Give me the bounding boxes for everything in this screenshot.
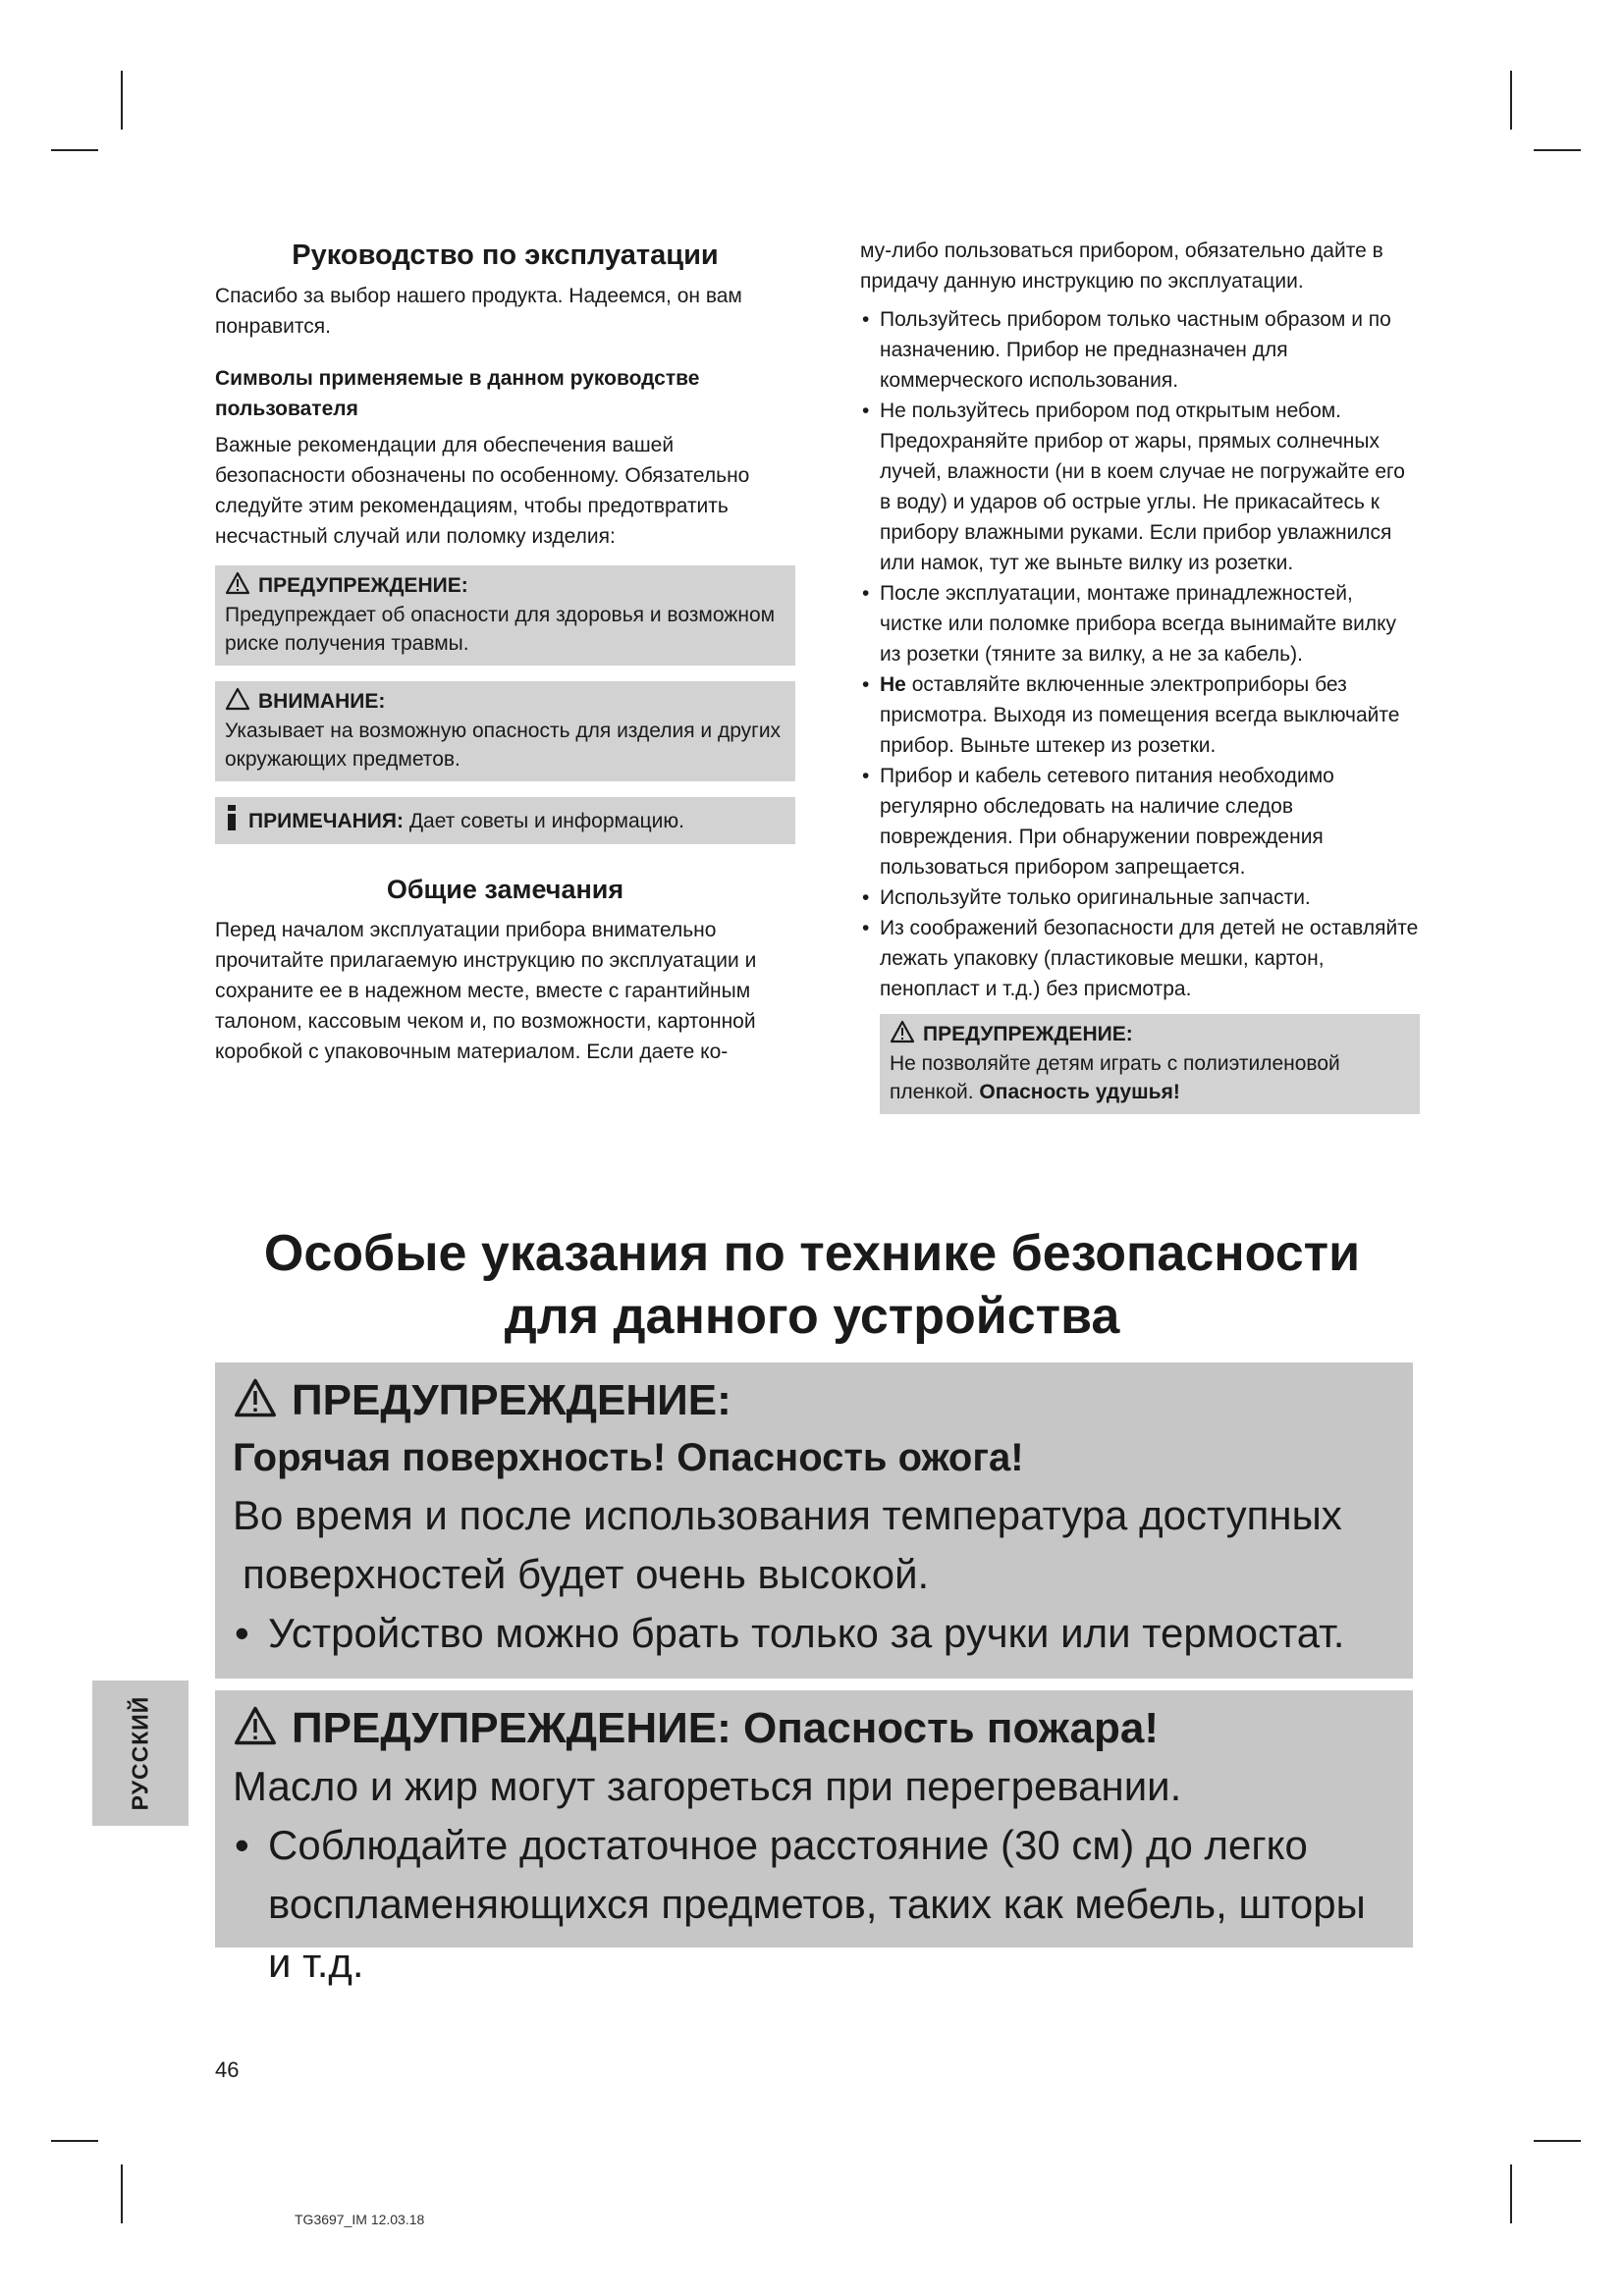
child-warning-box bbox=[880, 1014, 1420, 1114]
list-item: • Не пользуйтесь прибором под открытым небом. Предохраняйте прибор от жары, прямых солнечных лучей, влажности (ни в коем случае не погружайте его в воду) и ударов об острые углы. Не прикасайтесь к прибору влажными руками. Если прибор увлажнился или намок, тут же выньте вилку из розетки. bbox=[860, 396, 1420, 578]
crop-mark bbox=[121, 71, 123, 130]
general-text: Перед началом эксплуатации прибора внимательно прочитайте прилагаемую инструкцию по эксплуатации и сохраните ее в надежном месте, вместе с гарантийным талоном, кассовым чеком и, по возможности, картонной коробкой с упаковочным материалом. Если даете ко- bbox=[215, 919, 757, 1063]
caution-legend-text: Указывает на возможную опасность для изделия и других окружающих предметов. bbox=[225, 720, 782, 771]
page-number: 46 bbox=[215, 2057, 240, 2082]
crop-mark bbox=[1534, 2140, 1581, 2142]
symbols-text: Важные рекомендации для обеспечения вашей безопасности обозначены по особенному. Обязательно следуйте этим рекомендациям, чтобы предотвратить несчастный случай или поломку изделия: bbox=[215, 434, 750, 548]
note-legend-text: Дает советы и информацию. bbox=[408, 810, 685, 832]
crop-mark bbox=[1510, 71, 1512, 130]
symbols-heading: Символы применяемые в данном руководстве пользователя bbox=[215, 367, 700, 420]
safety-list bbox=[860, 304, 1420, 1004]
list-item: • Пользуйтесь прибором только частным образом и по назначению. Прибор не предназначен для коммерческого использования. bbox=[860, 304, 1420, 396]
child-warning-text: Не позволяйте детям играть с полиэтиленовой пленкой. Опасность удушья! bbox=[890, 1052, 1340, 1103]
crop-mark bbox=[1510, 2164, 1512, 2223]
language-tab: РУССКИЙ bbox=[92, 1681, 189, 1826]
crop-mark bbox=[1534, 149, 1581, 151]
list-item: • Прибор и кабель сетевого питания необходимо регулярно обследовать на наличие следов повреждения. При обнаружении повреждения пользоваться прибором запрещается. bbox=[860, 761, 1420, 882]
hot-surface-subtitle: Горячая поверхность! Опасность ожога! bbox=[233, 1436, 1024, 1479]
list-item: • Используйте только оригинальные запчасти. bbox=[860, 882, 1420, 913]
crop-mark bbox=[51, 2140, 98, 2142]
hot-surface-line2: поверхностей будет очень высокой. bbox=[243, 1551, 930, 1597]
hot-surface-title: ПРЕДУПРЕЖДЕНИЕ: bbox=[233, 1372, 1395, 1429]
warning-legend-box bbox=[215, 565, 795, 666]
list-item: • После эксплуатации, монтаже принадлежностей, чистке или поломке прибора всегда вынимайте вилку из розетки (тяните за вилку, а не за кабель). bbox=[860, 578, 1420, 669]
special-safety-title: Особые указания по технике безопасности для данного устройства bbox=[263, 1225, 1361, 1345]
continuation-text: му-либо пользоваться прибором, обязательно дайте в придачу данную инструкцию по эксплуатации. bbox=[860, 240, 1383, 293]
child-warning-title: ПРЕДУПРЕЖДЕНИЕ: bbox=[890, 1020, 1410, 1049]
note-legend-box bbox=[215, 797, 795, 844]
fire-warning-list bbox=[233, 1816, 1395, 1993]
crop-mark bbox=[51, 149, 98, 151]
hot-surface-line1: Во время и после использования температура доступных bbox=[233, 1492, 1342, 1538]
list-item: • Из соображений безопасности для детей не оставляйте лежать упаковку (пластиковые мешки, картон, пенопласт и т.д.) без присмотра. bbox=[860, 913, 1420, 1004]
caution-triangle-icon bbox=[225, 687, 250, 711]
fire-warning-line1: Масло и жир могут загореться при перегревании. bbox=[233, 1763, 1182, 1809]
footer-code: TG3697_IM 12.03.18 bbox=[295, 2212, 425, 2227]
warning-triangle-icon bbox=[233, 1705, 278, 1746]
left-column bbox=[215, 236, 795, 1067]
hot-surface-warning-box bbox=[215, 1362, 1413, 1679]
warning-triangle-icon bbox=[890, 1020, 915, 1043]
intro-text: Спасибо за выбор нашего продукта. Надеемся, он вам понравится. bbox=[215, 285, 742, 338]
warning-triangle-icon bbox=[233, 1377, 278, 1418]
list-item: • Соблюдайте достаточное расстояние (30 см) до легко воспламеняющихся предметов, таких как мебель, шторы и т.д. bbox=[233, 1816, 1395, 1993]
warning-legend-text: Предупреждает об опасности для здоровья и возможном риске получения травмы. bbox=[225, 604, 776, 655]
caution-legend-box bbox=[215, 681, 795, 781]
right-column bbox=[860, 236, 1420, 1114]
list-item: • Устройство можно брать только за ручки или термостат. bbox=[233, 1604, 1395, 1663]
warning-legend-title: ПРЕДУПРЕЖДЕНИЕ: bbox=[225, 571, 785, 601]
crop-mark bbox=[121, 2164, 123, 2223]
note-legend-title: ПРИМЕЧАНИЯ: bbox=[225, 810, 409, 832]
manual-title: Руководство по эксплуатации bbox=[292, 240, 719, 271]
fire-warning-box bbox=[215, 1690, 1413, 1986]
caution-legend-title: ВНИМАНИЕ: bbox=[225, 687, 785, 717]
list-item: • Не оставляйте включенные электроприборы без присмотра. Выходя из помещения всегда выключайте прибор. Выньте штекер из розетки. bbox=[860, 669, 1420, 761]
warning-triangle-icon bbox=[225, 571, 250, 595]
hot-surface-list bbox=[233, 1604, 1395, 1663]
general-heading: Общие замечания bbox=[386, 875, 624, 904]
fire-warning-title: ПРЕДУПРЕЖДЕНИЕ: Опасность пожара! bbox=[233, 1700, 1395, 1757]
info-icon bbox=[225, 805, 239, 830]
